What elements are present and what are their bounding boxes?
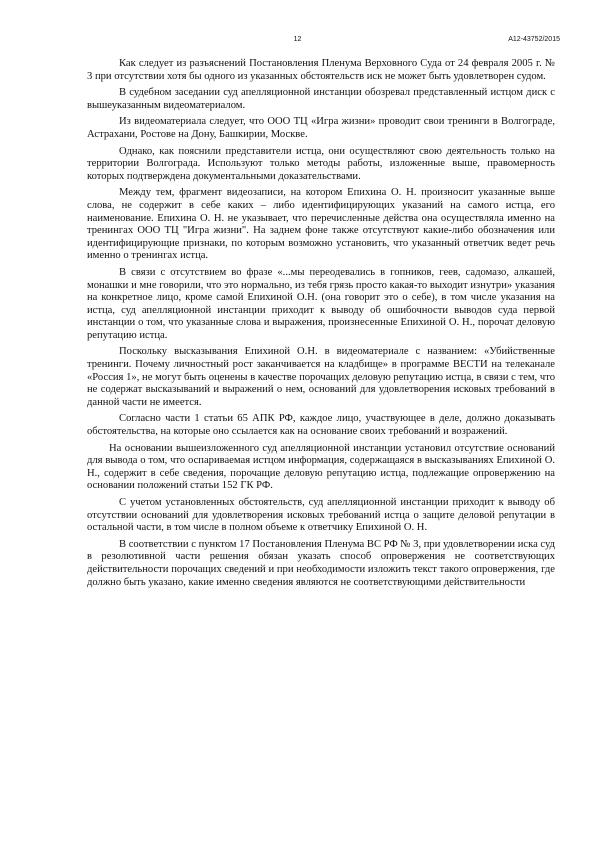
paragraph: С учетом установленных обстоятельств, суд апелляционной инстанции приходит к выводу об отсутствии оснований для удовлетворения исковых требований истца о защите деловой репутации в остальной части, в том числе в полном объеме к ответчику Епихиной О. Н. (87, 497, 555, 534)
paragraph: Из видеоматериала следует, что ООО ТЦ «Игра жизни» проводит свои тренинги в Волгограде, Астрахани, Ростове на Дону, Башкирии, Москве. (87, 116, 555, 140)
paragraph: В судебном заседании суд апелляционной инстанции обозревал представленный истцом диск с вышеуказанным видеоматериалом. (87, 87, 555, 111)
paragraph: В соответствии с пунктом 17 Постановления Пленума ВС РФ № 3, при удовлетворении иска суд в резолютивной части решения обязан указать способ опровержения не соответствующих действительности порочащих сведений и при необходимости изложить текст такого опровержения, где должно быть указано, какие именно сведения являются не соответствующими действительности (87, 538, 556, 588)
document-body (87, 58, 555, 593)
paragraph: Между тем, фрагмент видеозаписи, на котором Епихина О. Н. произносит указанные выше слова, не содержит в себе каких – либо идентифицирующих указаний на самого истца, его наименование. Епихина О. Н. не указывает, что перечисленные действа она осуществляла именно на тренингах ООО ТЦ "Игра жизни". На заднем фоне также отсутствуют какие-либо обозначения или идентифицирующие признаки, по которым возможно установить, что указанный ответчик ведет речь именно о тренингах истца. (87, 187, 555, 262)
paragraph: Согласно части 1 статьи 65 АПК РФ, каждое лицо, участвующее в деле, должно доказывать обстоятельства, на которые оно ссылается как на основание своих требований и возражений. (87, 413, 555, 438)
paragraph: Однако, как пояснили представители истца, они осуществляют свою деятельность только на территории Волгограда. Используют только методы работы, изложенные выше, правомерность которых подтверждена документальными доказательствами. (87, 145, 555, 182)
case-number: А12-43752/2015 (508, 36, 560, 43)
paragraph: На основании вышеизложенного суд апелляционной инстанции установил отсутствие оснований для вывода о том, что оспариваемая истцом информация, содержащаяся в высказываниях Епихиной О. Н., содержит в себе сведения, порочащие деловую репутацию истца, подлежащие опровержению на основании положений статьи 152 ГК РФ. (87, 442, 555, 492)
paragraph: В связи с отсутствием во фразе «...мы переодевались в гопников, геев, садомазо, алкашей, монашки и мне говорили, что это нормально, из тебя грязь просто какая-то выходит изнутри» указания на конкретное лицо, кроме самой Епихиной О.Н. (она говорит это о себе), в том числе указания на истца, суд апелляционной инстанции приходит к выводу об ошибочности выводов суда первой инстанции о том, что указанные слова и выражения, произнесенные Епихиной О. Н., порочат деловую репутацию истца. (87, 266, 555, 341)
page-number: 12 (293, 36, 302, 43)
paragraph: Поскольку высказывания Епихиной О.Н. в видеоматериале с названием: «Убийственные тренинги. Почему личностный рост заканчивается на кладбище» в программе ВЕСТИ на телеканале «Россия 1», не могут быть оценены в качестве порочащих деловую репутацию истца, в связи с тем, что не содержат высказываний и выражений о нем, оснований для удовлетворения исковых требований в данной части не имеется. (87, 346, 555, 408)
paragraph: Как следует из разъяснений Постановления Пленума Верховного Суда от 24 февраля 2005 г. № 3 при отсутствии хотя бы одного из указанных обстоятельств иск не может быть удовлетворен судом. (87, 58, 555, 82)
